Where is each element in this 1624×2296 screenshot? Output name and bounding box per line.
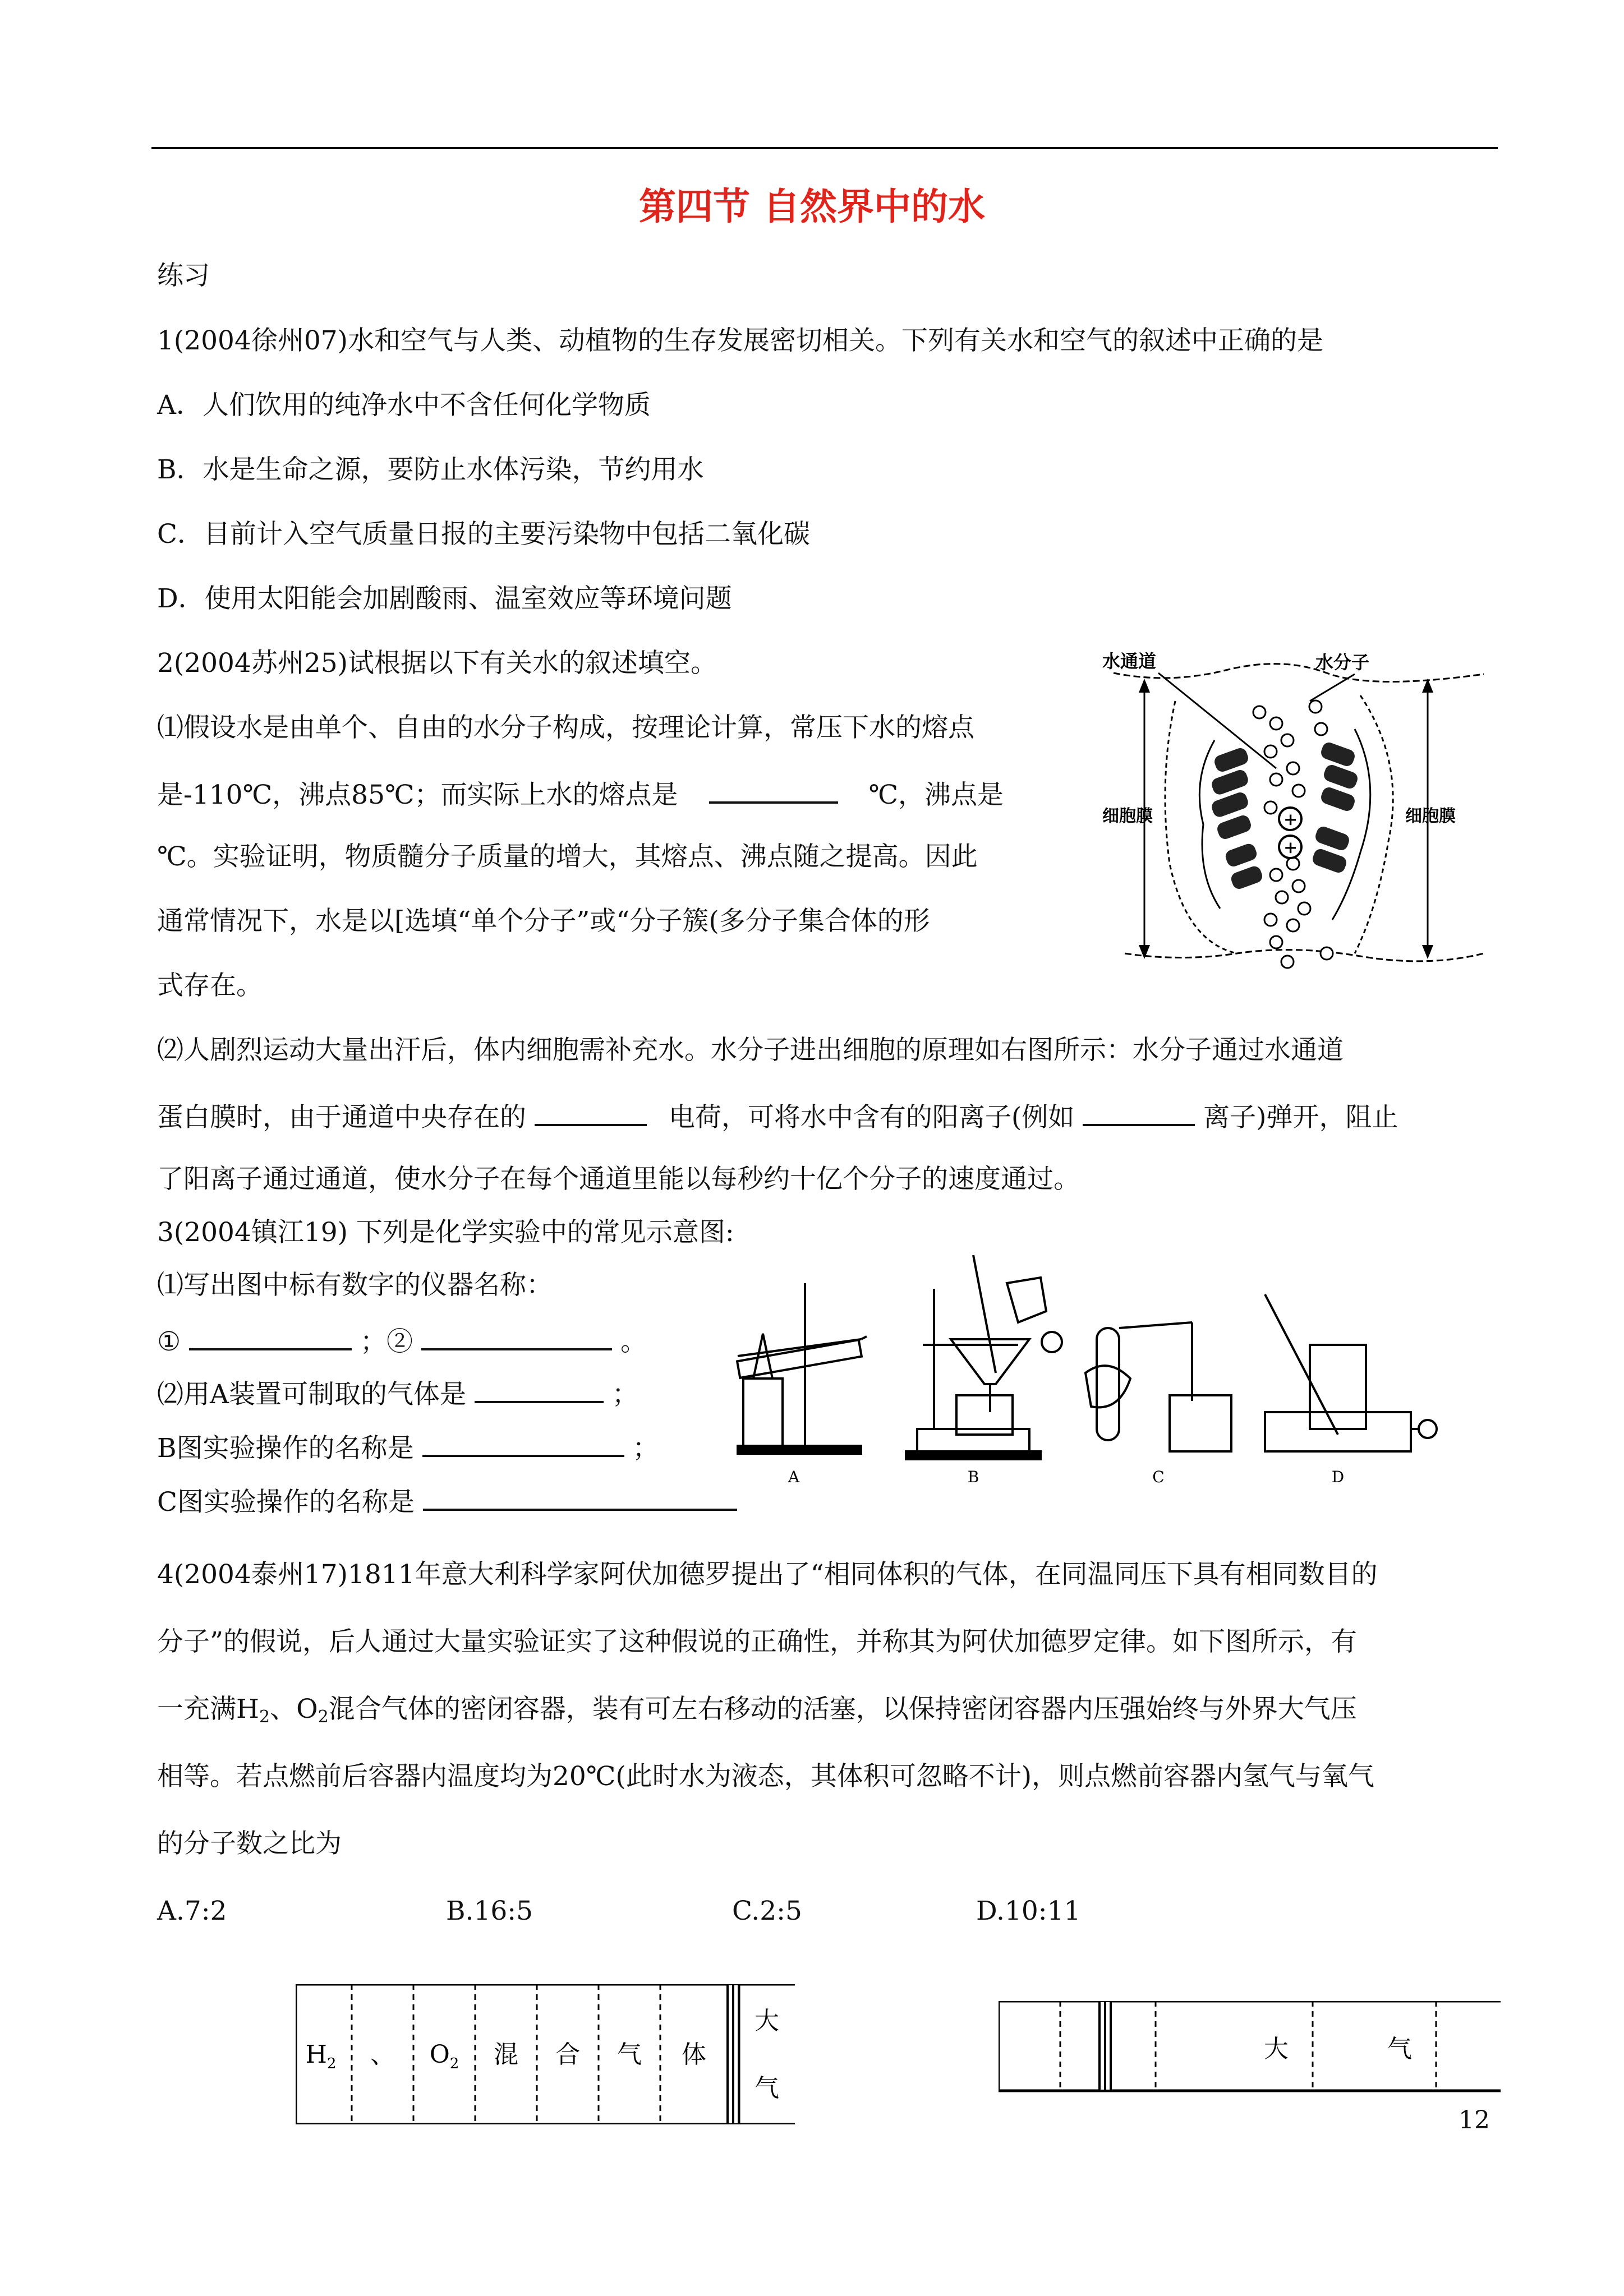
tube-left-h: H <box>305 2040 327 2069</box>
container-before-diagram <box>296 1984 801 2127</box>
q2-p1-line1: ⑴假设水是由单个、自由的水分子构成，按理论计算，常压下水的熔点 <box>157 712 974 743</box>
q3-stem: 3(2004镇江19) 下列是化学实验中的常见示意图: <box>157 1217 734 1248</box>
lab-apparatus-diagram <box>726 1244 1478 1485</box>
q3-p1-a: ① <box>157 1326 181 1357</box>
instrument-2-blank[interactable] <box>421 1322 612 1350</box>
q4-line3-b: 、O <box>270 1694 318 1725</box>
q2-p1-line2-text-a: 是-110℃，沸点85℃；而实际上水的熔点是 <box>157 780 678 810</box>
q3-p2-b <box>157 1429 659 1465</box>
q3-p1-blanks <box>157 1322 647 1359</box>
label-water-molecule: 水分子 <box>1315 652 1370 672</box>
water-channel-diagram <box>1091 639 1495 981</box>
q2-p1-line2 <box>157 776 1004 812</box>
gas-blank[interactable] <box>475 1375 604 1403</box>
q4-option-d[interactable]: D.10:11 <box>976 1896 1081 1926</box>
q3-p2-a-text: ⑵用A装置可制取的气体是 <box>157 1379 466 1410</box>
q1-option-c: C．目前计入空气质量日报的主要污染物中包括二氧化碳 <box>157 519 810 550</box>
q4-line5: 的分子数之比为 <box>157 1828 342 1859</box>
q1-option-a: A．人们饮用的纯净水中不含任何化学物质 <box>157 390 651 421</box>
q4-line4: 相等。若点燃前后容器内温度均为20℃(此时水为液态，其体积可忽略不计)，则点燃前容器内氢气与氧气 <box>157 1761 1375 1792</box>
q2-p2-line2-text-b: 电荷，可将水中含有的阳离子(例如 <box>668 1102 1075 1133</box>
page-title: 第四节 自然界中的水 <box>639 185 985 228</box>
q2-stem: 2(2004苏州25)试根据以下有关水的叙述填空。 <box>157 648 717 679</box>
label-water-channel: 水通道 <box>1102 651 1157 671</box>
fig-label-d: D <box>1331 1468 1345 1485</box>
page-number: 12 <box>1459 2106 1490 2134</box>
water-channel-figure <box>1091 639 1495 981</box>
q4-option-b[interactable]: B.16:5 <box>446 1896 533 1926</box>
tube-left-h-sub: 2 <box>326 2055 337 2072</box>
q4-option-a[interactable]: A.7:2 <box>157 1896 227 1926</box>
q3-p2-a <box>157 1375 638 1412</box>
svg-text:+: + <box>1283 838 1298 857</box>
fig-label-c: C <box>1152 1468 1165 1485</box>
q4-line3-c: 混合气体的密闭容器，装有可左右移动的活塞，以保持密闭容器内压强始终与外界大气压 <box>328 1694 1357 1725</box>
section-label: 练习 <box>157 260 210 291</box>
q2-p2-line2 <box>157 1098 1398 1135</box>
tube-right-da: 大 <box>1264 2035 1289 2063</box>
container-before-svg <box>296 1984 801 2124</box>
q2-p1-line4: 通常情况下，水是以[选填“单个分子”或“分子簇(多分子集合体的形 <box>157 906 930 937</box>
tube-left-comma: 、 <box>370 2040 395 2069</box>
ion-blank[interactable] <box>1083 1098 1195 1126</box>
tube-left-o-sub: 2 <box>449 2055 459 2072</box>
tube-left-cell-ti: 体 <box>682 2040 706 2069</box>
q3-p1-end: 。 <box>620 1326 647 1357</box>
operation-b-blank[interactable] <box>422 1429 624 1457</box>
tube-left-cell-qi: 气 <box>617 2040 642 2069</box>
tube-left-cell-he: 合 <box>555 2040 580 2069</box>
charge-blank[interactable] <box>535 1098 647 1126</box>
q4-line3 <box>157 1693 1357 1734</box>
label-membrane-left: 细胞膜 <box>1102 807 1153 826</box>
q1-option-b: B．水是生命之源，要防止水体污染，节约用水 <box>157 454 704 485</box>
q3-p1-sep: ；② <box>360 1326 413 1357</box>
q3-p2-c-text: C图实验操作的名称是 <box>157 1487 415 1518</box>
q2-p2-line1: ⑵人剧烈运动大量出汗后，体内细胞需补充水。水分子进出细胞的原理如右图所示：水分子通过水通道 <box>157 1035 1344 1066</box>
fig-label-a: A <box>788 1468 800 1485</box>
q2-p2-line2-text-a: 蛋白膜时，由于通道中央存在的 <box>157 1102 526 1133</box>
tube-left-outside-da: 大 <box>755 2007 779 2035</box>
q2-p2-line2-text-c: 离子)弹开，阻止 <box>1203 1102 1398 1133</box>
q4-line2: 分子”的假说，后人通过大量实验证实了这种假说的正确性，并称其为阿伏加德罗定律。如下图所示，有 <box>157 1626 1358 1657</box>
tube-left-o: O <box>429 2040 450 2069</box>
lab-apparatus-figure <box>726 1244 1478 1485</box>
q2-p2-line3: 了阳离子通过通道，使水分子在每个通道里能以每秒约十亿个分子的速度通过。 <box>157 1164 1080 1195</box>
label-membrane-right: 细胞膜 <box>1405 807 1456 826</box>
q1-option-d: D．使用太阳能会加剧酸雨、温室效应等环境问题 <box>157 583 732 614</box>
operation-c-blank[interactable] <box>423 1483 737 1511</box>
q3-p2-c <box>157 1483 737 1519</box>
container-after-diagram <box>999 2001 1503 2104</box>
melting-point-blank[interactable] <box>709 776 838 804</box>
svg-text:H2 <box>306 2040 337 2072</box>
top-rule <box>151 147 1498 149</box>
q2-p1-line2-text-b: ℃，沸点是 <box>868 780 1004 810</box>
q3-p2-b-text: B图实验操作的名称是 <box>157 1433 414 1464</box>
fig-label-b: B <box>967 1468 979 1485</box>
tube-left-cell-hun: 混 <box>494 2040 518 2069</box>
q3-p2-a-end: ； <box>611 1379 638 1410</box>
tube-left-outside-qi: 气 <box>755 2074 779 2103</box>
q4-line1: 4(2004泰州17)1811年意大利科学家阿伏加德罗提出了“相同体积的气体，在同温同压下具有相同数目的 <box>157 1559 1378 1590</box>
svg-text:O2 <box>430 2040 459 2072</box>
q1-stem: 1(2004徐州07)水和空气与人类、动植物的生存发展密切相关。下列有关水和空气的叙述中正确的是 <box>157 325 1323 356</box>
instrument-1-blank[interactable] <box>189 1322 352 1350</box>
q3-p1: ⑴写出图中标有数字的仪器名称： <box>157 1270 553 1301</box>
tube-right-qi: 气 <box>1387 2035 1412 2063</box>
svg-text:+: + <box>1283 810 1298 829</box>
q3-p2-b-end: ； <box>632 1433 659 1464</box>
q4-o2-sub: 2 <box>318 1707 329 1727</box>
q2-p1-line3: ℃。实验证明，物质髓分子质量的增大，其熔点、沸点随之提高。因此 <box>157 841 978 872</box>
q4-option-c[interactable]: C.2:5 <box>732 1896 802 1926</box>
q4-line3-a: 一充满H <box>157 1694 259 1725</box>
container-after-svg <box>999 2001 1503 2102</box>
q2-p1-line5: 式存在。 <box>157 970 263 1001</box>
q4-h2-sub: 2 <box>259 1707 270 1727</box>
